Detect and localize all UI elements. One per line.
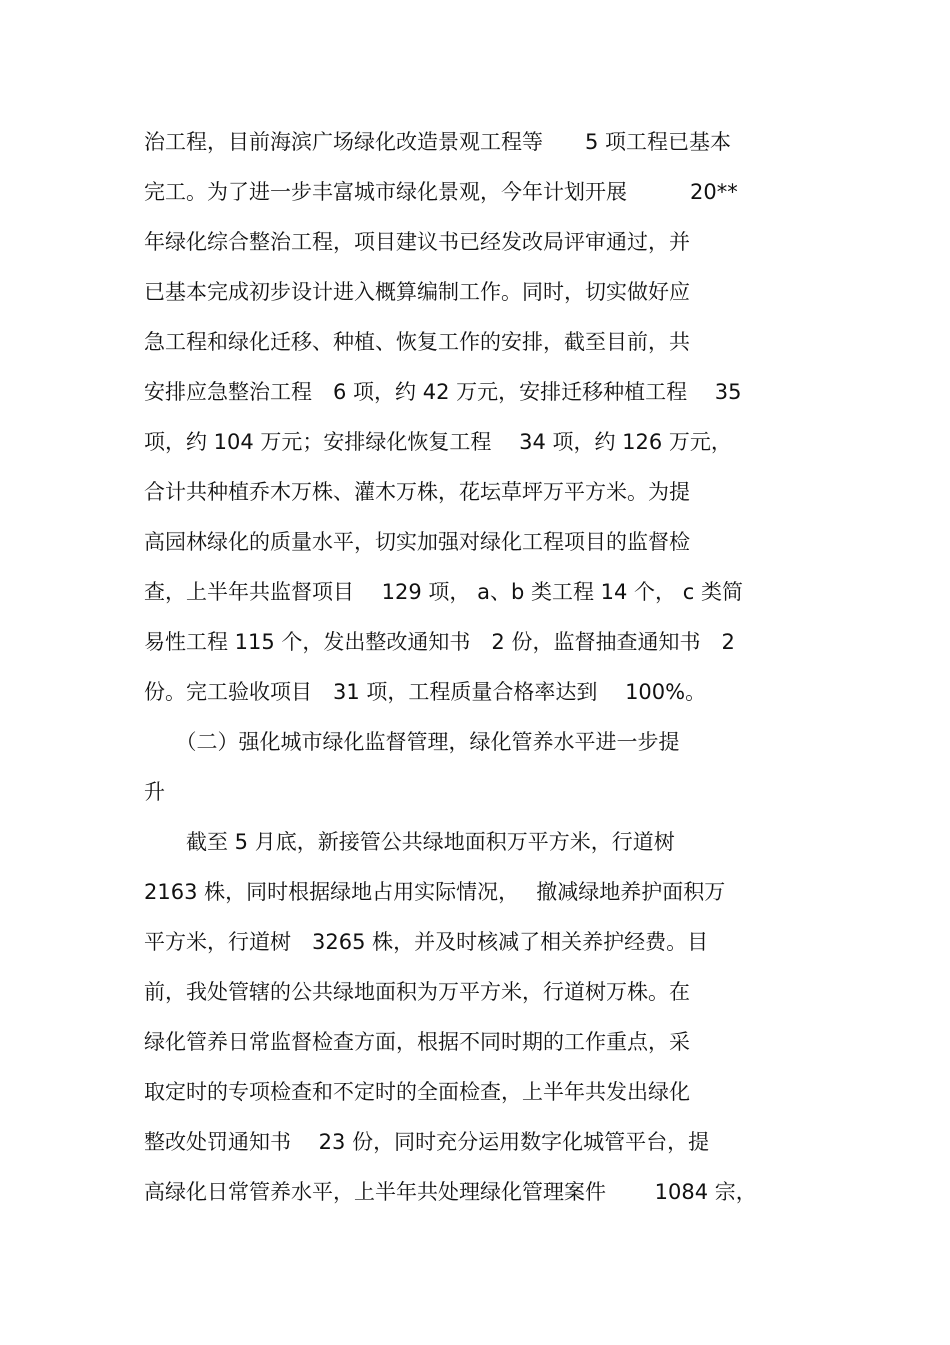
text-line: 高绿化日常管养水平，上半年共处理绿化管理案件 1084 宗， <box>144 1180 757 1204</box>
text-line: 完工。为了进一步丰富城市绿化景观，今年计划开展 20** <box>144 180 738 204</box>
text-line: 2163 株，同时根据绿地占用实际情况， 撤减绿地养护面积万 <box>144 880 726 904</box>
section-heading: 升 <box>144 780 165 804</box>
section-heading: （二）强化城市绿化监督管理，绿化管养水平进一步提 <box>144 730 680 754</box>
text-line: 取定时的专项检查和不定时的全面检查，上半年共发出绿化 <box>144 1080 690 1104</box>
text-line: 安排应急整治工程 6 项，约 42 万元，安排迁移种植工程 35 <box>144 380 742 404</box>
text-line: 高园林绿化的质量水平，切实加强对绿化工程项目的监督检 <box>144 530 690 554</box>
text-line: 绿化管养日常监督检查方面，根据不同时期的工作重点，采 <box>144 1030 690 1054</box>
text-line: 份。完工验收项目 31 项，工程质量合格率达到 100%。 <box>144 680 707 704</box>
text-line: 截至 5 月底，新接管公共绿地面积万平方米，行道树 <box>144 830 675 854</box>
text-line: 查，上半年共监督项目 129 项， a、b 类工程 14 个， c 类简 <box>144 580 743 604</box>
text-line: 项，约 104 万元；安排绿化恢复工程 34 项，约 126 万元， <box>144 430 732 454</box>
text-line: 整改处罚通知书 23 份，同时充分运用数字化城管平台，提 <box>144 1130 710 1154</box>
text-line: 平方米，行道树 3265 株，并及时核减了相关养护经费。目 <box>144 930 709 954</box>
text-line: 已基本完成初步设计进入概算编制工作。同时，切实做好应 <box>144 280 690 304</box>
text-line: 易性工程 115 个，发出整改通知书 2 份，监督抽查通知书 2 <box>144 630 735 654</box>
text-line: 合计共种植乔木万株、灌木万株，花坛草坪万平方米。为提 <box>144 480 690 504</box>
text-line: 前，我处管辖的公共绿地面积为万平方米，行道树万株。在 <box>144 980 690 1004</box>
text-line: 急工程和绿化迁移、种植、恢复工作的安排，截至目前，共 <box>144 330 690 354</box>
text-line: 年绿化综合整治工程，项目建议书已经发改局评审通过，并 <box>144 230 690 254</box>
text-line: 治工程，目前海滨广场绿化改造景观工程等 5 项工程已基本 <box>144 130 732 154</box>
